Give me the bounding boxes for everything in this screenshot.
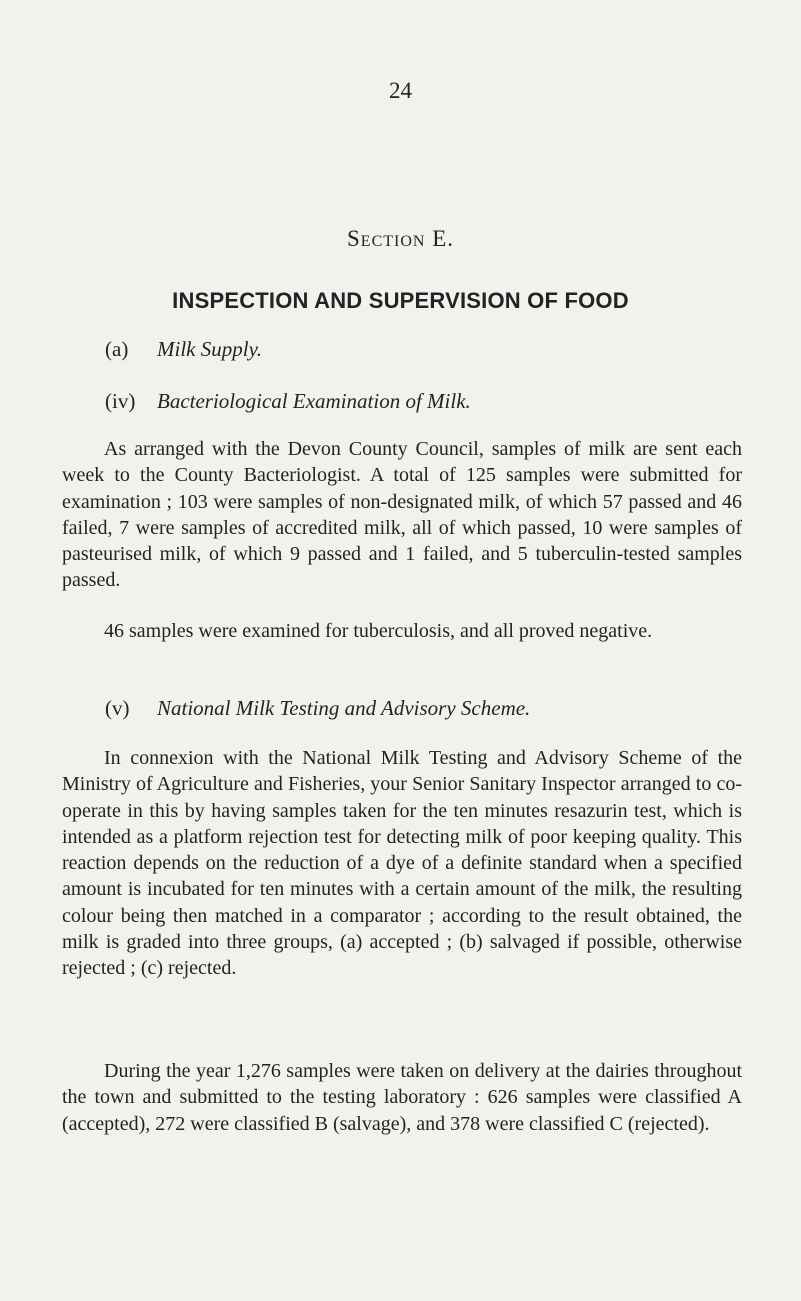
paragraph-resazurin-test: In connexion with the National Milk Testing and Advisory Scheme of the Ministry of Agriculture and Fisheries, your Senior Sanitary Inspector arranged to co-operate in this by having samples taken for the ten minutes resazurin test, which is intended as a platform rejection test for detecting milk of poor keeping quality. This reaction depends on the reduction of a dye of a definite standard when a specified amount is incubated for ten minutes with a certain amount of the milk, the resulting colour being then matched in a comparator ; according to the result obtained, the milk is graded into three groups, (a) accepted ; (b) salvaged if possible, otherwise rejected ; (c) rejected.: [62, 747, 742, 980]
paragraph-bacteriology: As arranged with the Devon County Council, samples of milk are sent each week to the County Bacteriologist. A total of 125 samples were submitted for examination ; 103 were samples of non-designated milk, of which 57 passed and 46 failed, 7 were samples of accredited milk, all of which passed, 10 were samples of pasteurised milk, of which 9 passed and 1 failed, and 5 tuberculin-tested samples passed.: [62, 438, 742, 592]
main-heading: INSPECTION AND SUPERVISION OF FOOD: [172, 288, 629, 313]
subhead-title: Milk Supply.: [157, 337, 262, 361]
subhead-label: (v): [105, 696, 130, 720]
paragraph-tuberculosis: 46 samples were examined for tuberculosis, and all proved negative.: [104, 620, 653, 642]
section-title: Section E.: [347, 226, 454, 251]
subhead-title: Bacteriological Examination of Milk.: [157, 389, 471, 413]
subhead-title: National Milk Testing and Advisory Scheme.: [157, 696, 531, 720]
subhead-bacteriological-examination: [105, 389, 471, 414]
subhead-milk-supply: [105, 337, 262, 362]
subhead-label: (iv): [105, 389, 136, 413]
subhead-national-milk-testing: [105, 696, 530, 721]
paragraph-delivery-samples: During the year 1,276 samples were taken on delivery at the dairies throughout the town and submitted to the testing laboratory : 626 samples were classified A (accepted), 272 were classified B (salvage), and 378 were classified C (rejected).: [62, 1060, 742, 1135]
subhead-label: (a): [105, 337, 129, 361]
page-number: 24: [389, 78, 412, 103]
